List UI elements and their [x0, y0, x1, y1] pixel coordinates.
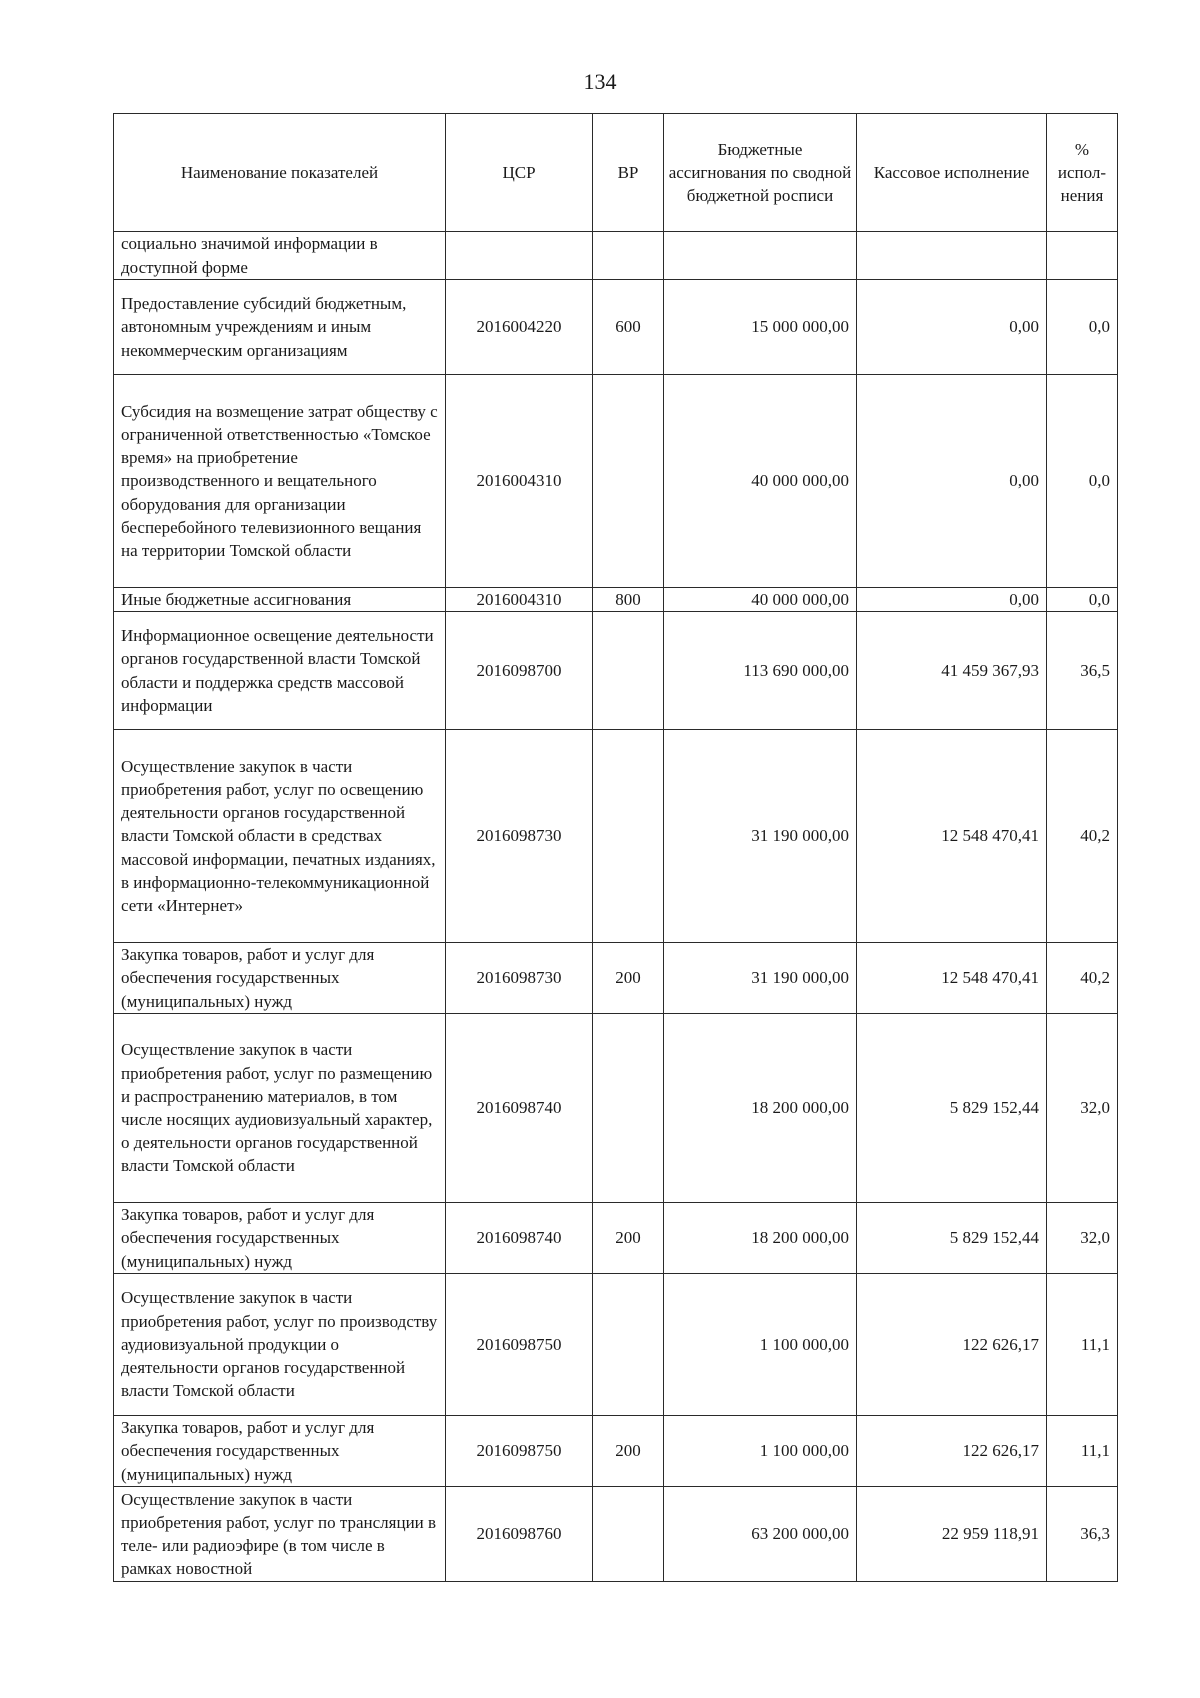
cell-execution: 0,00 — [857, 280, 1047, 375]
table-header-row — [114, 114, 1118, 232]
cell-allocations: 1 100 000,00 — [664, 1416, 857, 1487]
cell-name: Предоставление субсидий бюджетным, автономным учреждениям и иным некоммерческим организациям — [114, 280, 446, 375]
cell-name: Закупка товаров, работ и услуг для обеспечения государственных (муниципальных) нужд — [114, 943, 446, 1014]
cell-vr: 200 — [593, 943, 664, 1014]
cell-allocations: 18 200 000,00 — [664, 1014, 857, 1203]
table-row — [114, 1203, 1118, 1274]
table-row — [114, 280, 1118, 375]
cell-allocations: 31 190 000,00 — [664, 730, 857, 943]
cell-name: Информационное освещение деятельности органов государственной власти Томской области и поддержка средств массовой информации — [114, 612, 446, 730]
cell-name: Осуществление закупок в части приобретения работ, услуг по трансляции в теле- или радиоэфире (в том числе в рамках новостной — [114, 1487, 446, 1582]
cell-execution: 122 626,17 — [857, 1274, 1047, 1416]
cell-allocations: 113 690 000,00 — [664, 612, 857, 730]
cell-vr — [593, 1274, 664, 1416]
cell-vr — [593, 375, 664, 588]
header-allocations: Бюджетные ассигнования по сводной бюджетной росписи — [664, 114, 857, 232]
cell-allocations: 63 200 000,00 — [664, 1487, 857, 1582]
cell-csr: 2016098740 — [446, 1203, 593, 1274]
table-row — [114, 232, 1118, 280]
cell-percent: 40,2 — [1047, 730, 1118, 943]
cell-vr — [593, 612, 664, 730]
cell-allocations: 40 000 000,00 — [664, 375, 857, 588]
header-vr: ВР — [593, 114, 664, 232]
cell-percent: 0,0 — [1047, 375, 1118, 588]
cell-vr: 800 — [593, 588, 664, 612]
header-percent: % испол-нения — [1047, 114, 1118, 232]
budget-execution-table — [113, 113, 1118, 1582]
cell-name: Осуществление закупок в части приобретения работ, услуг по размещению и распространению материалов, в том числе носящих аудиовизуальный характер, о деятельности органов государственной власти Томской области — [114, 1014, 446, 1203]
cell-csr: 2016098730 — [446, 730, 593, 943]
cell-allocations: 15 000 000,00 — [664, 280, 857, 375]
cell-vr: 200 — [593, 1203, 664, 1274]
cell-csr: 2016004310 — [446, 375, 593, 588]
table-row — [114, 1014, 1118, 1203]
cell-csr: 2016098700 — [446, 612, 593, 730]
cell-percent: 32,0 — [1047, 1014, 1118, 1203]
cell-percent: 32,0 — [1047, 1203, 1118, 1274]
cell-percent: 0,0 — [1047, 588, 1118, 612]
cell-vr — [593, 730, 664, 943]
cell-execution: 0,00 — [857, 375, 1047, 588]
cell-execution: 5 829 152,44 — [857, 1203, 1047, 1274]
cell-execution: 12 548 470,41 — [857, 730, 1047, 943]
cell-allocations: 1 100 000,00 — [664, 1274, 857, 1416]
cell-execution: 5 829 152,44 — [857, 1014, 1047, 1203]
cell-percent: 0,0 — [1047, 280, 1118, 375]
cell-allocations: 40 000 000,00 — [664, 588, 857, 612]
cell-csr — [446, 232, 593, 280]
cell-percent: 36,3 — [1047, 1487, 1118, 1582]
table-row — [114, 375, 1118, 588]
cell-vr — [593, 1487, 664, 1582]
page-number: 134 — [583, 69, 617, 94]
cell-percent: 36,5 — [1047, 612, 1118, 730]
cell-name: Осуществление закупок в части приобретения работ, услуг по освещению деятельности органов государственной власти Томской области в средствах массовой информации, печатных изданиях, в информационно-телекоммуникационной сети «Интернет» — [114, 730, 446, 943]
cell-execution: 41 459 367,93 — [857, 612, 1047, 730]
cell-execution: 22 959 118,91 — [857, 1487, 1047, 1582]
cell-name: социально значимой информации в доступной форме — [114, 232, 446, 280]
cell-allocations: 18 200 000,00 — [664, 1203, 857, 1274]
cell-vr: 600 — [593, 280, 664, 375]
cell-name: Иные бюджетные ассигнования — [114, 588, 446, 612]
header-csr: ЦСР — [446, 114, 593, 232]
cell-csr: 2016098760 — [446, 1487, 593, 1582]
cell-vr — [593, 1014, 664, 1203]
header-execution: Кассовое исполнение — [857, 114, 1047, 232]
table-row — [114, 1487, 1118, 1582]
cell-percent — [1047, 232, 1118, 280]
cell-csr: 2016098740 — [446, 1014, 593, 1203]
cell-csr: 2016098750 — [446, 1416, 593, 1487]
table-row — [114, 588, 1118, 612]
cell-allocations: 31 190 000,00 — [664, 943, 857, 1014]
cell-csr: 2016004220 — [446, 280, 593, 375]
cell-execution: 12 548 470,41 — [857, 943, 1047, 1014]
table-row — [114, 612, 1118, 730]
cell-allocations — [664, 232, 857, 280]
cell-name: Закупка товаров, работ и услуг для обеспечения государственных (муниципальных) нужд — [114, 1203, 446, 1274]
cell-csr: 2016004310 — [446, 588, 593, 612]
cell-csr: 2016098750 — [446, 1274, 593, 1416]
cell-vr: 200 — [593, 1416, 664, 1487]
cell-vr — [593, 232, 664, 280]
cell-percent: 40,2 — [1047, 943, 1118, 1014]
cell-execution: 0,00 — [857, 588, 1047, 612]
cell-name: Осуществление закупок в части приобретения работ, услуг по производству аудиовизуальной продукции о деятельности органов государственной власти Томской области — [114, 1274, 446, 1416]
cell-name: Субсидия на возмещение затрат обществу с ограниченной ответственностью «Томское время» на приобретение производственного и вещательного оборудования для организации бесперебойного телевизионного вещания на территории Томской области — [114, 375, 446, 588]
table-row — [114, 730, 1118, 943]
cell-percent: 11,1 — [1047, 1416, 1118, 1487]
cell-csr: 2016098730 — [446, 943, 593, 1014]
table-row — [114, 1416, 1118, 1487]
cell-execution: 122 626,17 — [857, 1416, 1047, 1487]
header-name: Наименование показателей — [114, 114, 446, 232]
cell-percent: 11,1 — [1047, 1274, 1118, 1416]
table-row — [114, 943, 1118, 1014]
table-row — [114, 1274, 1118, 1416]
cell-execution — [857, 232, 1047, 280]
cell-name: Закупка товаров, работ и услуг для обеспечения государственных (муниципальных) нужд — [114, 1416, 446, 1487]
